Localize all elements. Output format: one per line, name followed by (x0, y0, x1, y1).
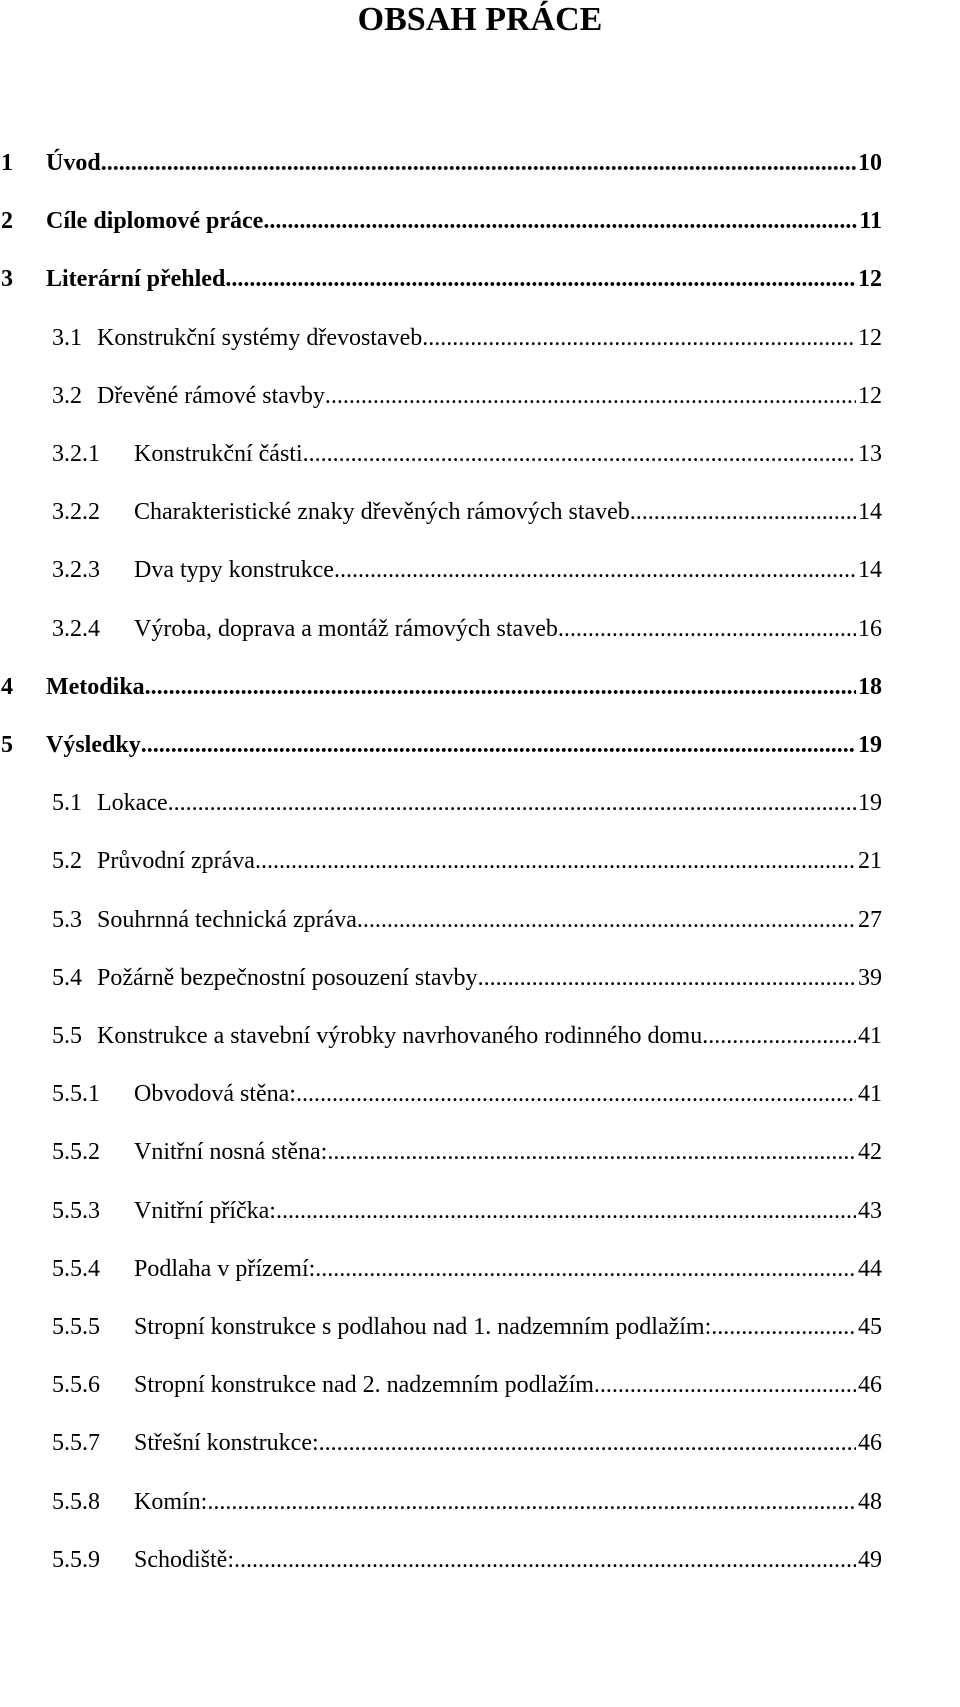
toc-entry-title: Úvod (46, 150, 101, 176)
toc-entry-title: Schodiště: (134, 1546, 234, 1573)
toc-entry-title: Obvodová stěna: (134, 1081, 296, 1108)
toc-entry[interactable] (0, 667, 960, 707)
toc-entry-line (134, 1307, 882, 1347)
toc-entry-line (134, 492, 882, 532)
toc-entry-title: Konstrukce a stavební výrobky navrhovaného rodinného domu (97, 1023, 703, 1049)
toc-entry-number: 2 (1, 208, 13, 235)
toc-entry-number: 5.5 (52, 1023, 82, 1049)
toc-entry[interactable] (0, 1249, 960, 1289)
toc-entry-number: 3.1 (52, 324, 82, 351)
toc-entry-page: 49 (858, 1546, 882, 1573)
toc-entry-line (134, 1482, 882, 1522)
dot-leader (315, 1249, 856, 1289)
toc-entry-line (134, 609, 882, 649)
toc-entry-title: Požárně bezpečnostní posouzení stavby (97, 964, 478, 991)
toc-entry-page: 39 (858, 964, 882, 991)
toc-entry[interactable] (0, 1191, 960, 1231)
toc-entry-title: Literární přehled (46, 266, 226, 293)
dot-leader (702, 1016, 856, 1056)
toc-entry-page: 13 (858, 441, 882, 467)
toc-entry-page: 44 (858, 1255, 882, 1282)
toc-entry-line (97, 318, 882, 358)
toc-entry-line (134, 550, 882, 590)
toc-entry-page: 11 (859, 208, 882, 235)
toc-entry-line (46, 725, 882, 765)
dot-leader (325, 376, 856, 416)
toc-entry-number: 5.2 (52, 848, 82, 875)
dot-leader (207, 1482, 856, 1522)
toc-entry-page: 14 (858, 557, 882, 584)
toc-entry-title: Dřevěné rámové stavby (97, 382, 325, 409)
toc-entry-line (46, 201, 882, 241)
toc-entry-line (97, 841, 882, 881)
toc-entry-title: Souhrnná technická zpráva (97, 906, 357, 933)
toc-entry[interactable] (0, 434, 960, 474)
toc-entry-line (97, 376, 882, 416)
toc-entry-title: Vnitřní příčka: (134, 1197, 276, 1224)
dot-leader (145, 667, 856, 707)
toc-entry-number: 4 (1, 673, 13, 700)
toc-entry-line (134, 1132, 882, 1172)
toc-entry-line (134, 1540, 882, 1580)
toc-entry-number: 3.2.4 (52, 615, 100, 642)
toc-entry-line (134, 1249, 882, 1289)
toc-entry-line (134, 1191, 882, 1231)
toc-entry-page: 48 (858, 1488, 882, 1515)
toc-entry-title: Stropní konstrukce s podlahou nad 1. nadzemním podlažím: (134, 1314, 712, 1340)
dot-leader (711, 1307, 856, 1347)
dot-leader (594, 1365, 856, 1405)
toc-entry-title: Podlaha v přízemí: (134, 1255, 316, 1282)
toc-entry-line (134, 1365, 882, 1405)
toc-entry[interactable] (0, 783, 960, 823)
dot-leader (225, 259, 856, 299)
toc-entry[interactable] (0, 609, 960, 649)
toc-entry-number: 5 (1, 732, 13, 758)
toc-entry-number: 3.2.1 (52, 441, 100, 467)
toc-entry-title: Metodika (46, 673, 145, 700)
page-title: OBSAH PRÁCE (357, 1, 603, 38)
toc-entry-title: Vnitřní nosná stěna: (134, 1139, 328, 1166)
toc-entry-number: 5.5.1 (52, 1081, 100, 1108)
toc-entry-line (134, 1074, 882, 1114)
toc-entry-title: Dva typy konstrukce (134, 557, 334, 584)
toc-entry-page: 42 (858, 1139, 882, 1166)
toc-entry[interactable] (0, 1365, 960, 1405)
dot-leader (255, 841, 856, 881)
toc-entry-number: 5.5.2 (52, 1139, 100, 1166)
toc-entry-line (46, 143, 882, 183)
toc-entry-title: Průvodní zpráva (97, 848, 255, 875)
toc-entry-page: 45 (858, 1314, 882, 1340)
toc-entry-title: Cíle diplomové práce (46, 208, 264, 235)
toc-entry-page: 19 (858, 790, 882, 817)
toc-entry-page: 12 (858, 266, 882, 293)
toc-entry-title: Výroba, doprava a montáž rámových staveb (134, 615, 558, 642)
toc-entry-number: 3.2.2 (52, 499, 100, 526)
toc-entry[interactable] (0, 1307, 960, 1347)
toc-entry[interactable] (0, 492, 960, 532)
toc-entry[interactable] (0, 201, 960, 241)
toc-entry-page: 14 (858, 499, 882, 526)
toc-entry[interactable] (0, 376, 960, 416)
dot-leader (296, 1074, 856, 1114)
toc-entry-page: 19 (858, 732, 882, 758)
toc-entry-number: 5.4 (52, 964, 82, 991)
toc-entry-line (97, 783, 882, 823)
toc-entry[interactable] (0, 1074, 960, 1114)
toc-entry-title: Střešní konstrukce: (134, 1430, 319, 1457)
dot-leader (263, 201, 857, 241)
toc-entry-number: 5.1 (52, 790, 82, 817)
toc-entry[interactable] (0, 550, 960, 590)
toc-entry-line (134, 434, 882, 474)
toc-entry-page: 18 (858, 673, 882, 700)
toc-entry[interactable] (0, 259, 960, 299)
toc-entry-page: 10 (858, 150, 882, 176)
toc-entry-page: 41 (858, 1081, 882, 1108)
toc-entry-number: 1 (1, 150, 13, 176)
toc-entry-line (134, 1423, 882, 1463)
toc-entry-number: 3.2 (52, 382, 82, 409)
dot-leader (234, 1540, 856, 1580)
toc-entry-number: 3 (1, 266, 13, 293)
dot-leader (319, 1423, 856, 1463)
toc-entry-number: 5.5.3 (52, 1197, 100, 1224)
toc-entry[interactable] (0, 1423, 960, 1463)
toc-entry-line (46, 667, 882, 707)
toc-entry-title: Konstrukční části (134, 441, 303, 467)
dot-leader (630, 492, 856, 532)
toc-entry-page: 27 (858, 906, 882, 933)
toc-entry-page: 21 (858, 848, 882, 875)
toc-entry[interactable] (0, 1540, 960, 1580)
toc-entry[interactable] (0, 1016, 960, 1056)
toc-entry-page: 12 (858, 382, 882, 409)
toc-entry-line (97, 900, 882, 940)
dot-leader (276, 1191, 856, 1231)
toc-entry-number: 5.5.8 (52, 1488, 100, 1515)
dot-leader (334, 550, 856, 590)
toc-entry-number: 5.5.7 (52, 1430, 100, 1457)
dot-leader (558, 609, 856, 649)
dot-leader (303, 434, 856, 474)
toc-entry[interactable] (0, 143, 960, 183)
toc-entry-page: 41 (858, 1023, 882, 1049)
toc-entry-page: 46 (858, 1372, 882, 1399)
toc-entry-title: Konstrukční systémy dřevostaveb (97, 324, 423, 351)
toc-entry-number: 5.5.5 (52, 1314, 100, 1340)
dot-leader (357, 900, 856, 940)
toc-entry-title: Komín: (134, 1488, 208, 1515)
toc-entry-number: 5.5.4 (52, 1255, 100, 1282)
toc-entry-page: 43 (858, 1197, 882, 1224)
toc-entry[interactable] (0, 1132, 960, 1172)
dot-leader (327, 1132, 856, 1172)
toc-entry-page: 46 (858, 1430, 882, 1457)
toc-entry-line (46, 259, 882, 299)
toc-entry[interactable] (0, 958, 960, 998)
toc-entry[interactable] (0, 725, 960, 765)
toc-entry[interactable] (0, 841, 960, 881)
toc-entry[interactable] (0, 900, 960, 940)
dot-leader (168, 783, 856, 823)
toc-entry-number: 5.3 (52, 906, 82, 933)
dot-leader (422, 318, 856, 358)
toc-entry-title: Stropní konstrukce nad 2. nadzemním podlažím (134, 1372, 594, 1399)
toc-entry-line (97, 1016, 882, 1056)
toc-entry-title: Výsledky (46, 732, 141, 758)
toc-entry-page: 16 (858, 615, 882, 642)
dot-leader (141, 725, 856, 765)
toc-entry[interactable] (0, 1482, 960, 1522)
toc-entry-line (97, 958, 882, 998)
dot-leader (101, 143, 856, 183)
toc-entry-number: 5.5.9 (52, 1546, 100, 1573)
toc-entry-page: 12 (858, 324, 882, 351)
toc-entry-number: 3.2.3 (52, 557, 100, 584)
toc-entry-title: Lokace (97, 790, 168, 817)
dot-leader (478, 958, 856, 998)
toc-entry[interactable] (0, 318, 960, 358)
toc-entry-title: Charakteristické znaky dřevěných rámových staveb (134, 499, 630, 526)
toc-entry-number: 5.5.6 (52, 1372, 100, 1399)
